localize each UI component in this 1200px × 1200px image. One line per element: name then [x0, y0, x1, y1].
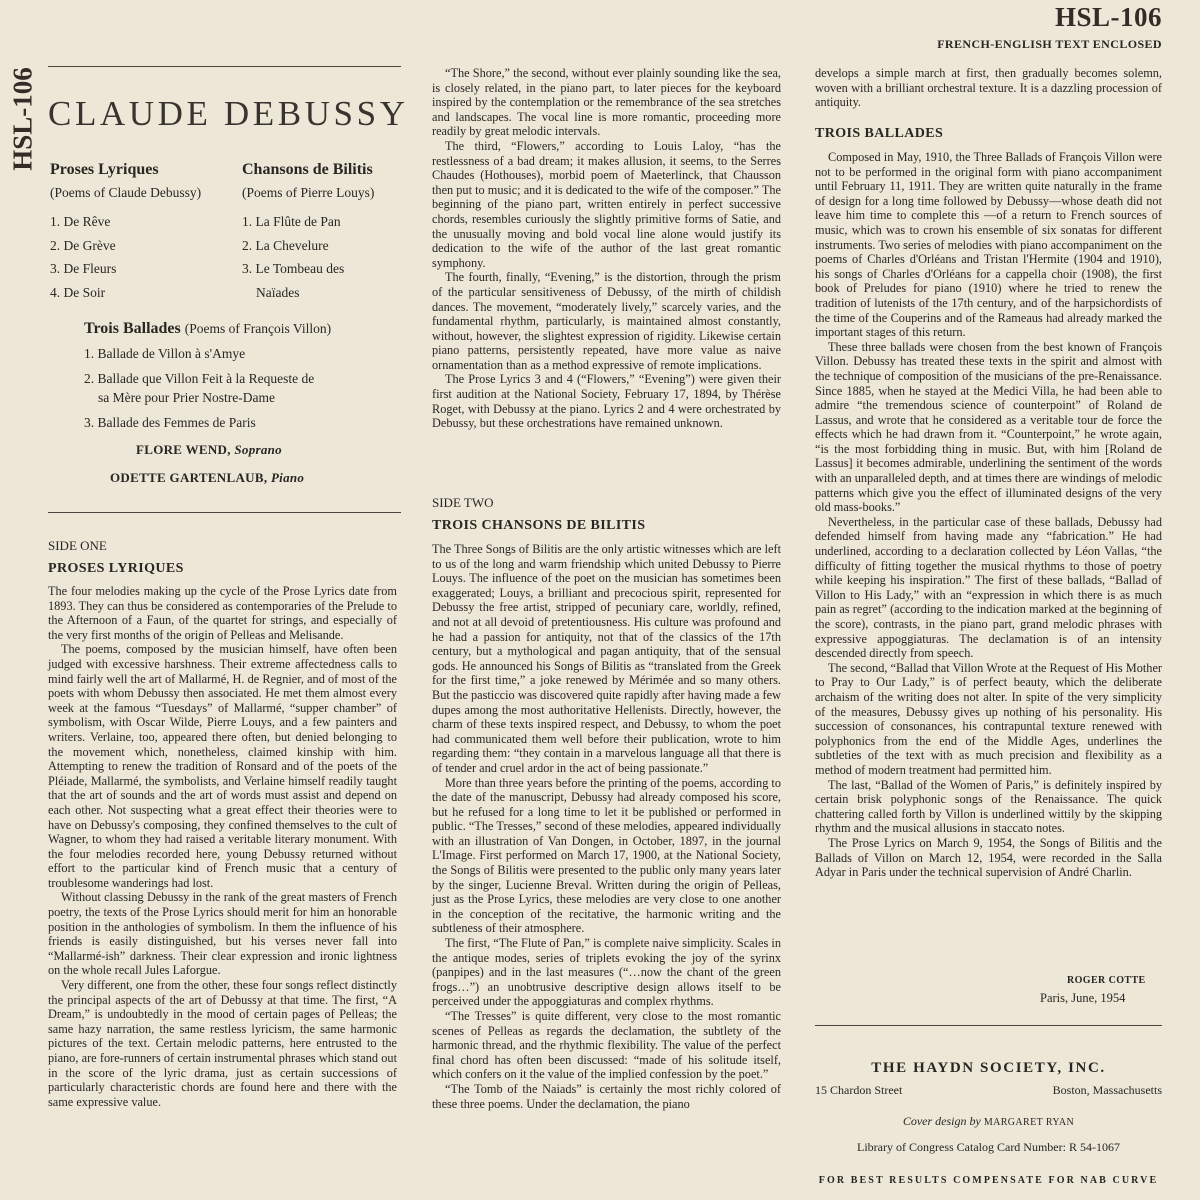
paragraph: The fourth, finally, “Evening,” is the distortion, through the prism of the particular sensitiveness of Debussy, of the mirth of childish dances. The movement, “moderately lively,” scarcely varies, and the fundamental rhythm, particularly, is maintained almost constantly, without, however, the slightest expression of rigidity. Likewise certain piano patterns, persistently repeated, have more value as naive ornamentation than as a method expressive of remote implications.	[432, 270, 781, 372]
spine-code: HSL-106	[7, 67, 38, 171]
top-rule	[48, 66, 401, 67]
song-item: 4. De Soir	[50, 284, 106, 300]
paragraph: The Three Songs of Bilitis are the only artistic witnesses which are left to us of the long and warm friendship which united Debussy to Pierre Louys. The influence of the poet on the musician has sometimes been exaggerated; Louys, a brilliant and precocious spirit, represented for Debussy the free artist, stripped of pecuniary care, worldly, refined, and not at all devoid of pretentiousness. His culture was profound and he had a passion for antiquity, not that of the classics of the 17th century, but a mythological and pagan antiquity, that of the sensual gods. He announced his Songs of Bilitis as “translated from the Greek for the first time,” a joke renewed by Mérimée and so many others. But the pasticcio was discovered quite rapidly after having made a few dupes among the most authoritative Hellenists. Directly, however, the charm of these texts inspired respect, and Debussy, to whom the poet had communicated them well before their publication, wrote to him regarding them: “they contain in a marvelous language all that there is of tender and cruel ardor in the act of being passionate.”	[432, 542, 781, 775]
ballades-subtitle: (Poems of François Villon)	[184, 321, 332, 336]
divider-rule	[48, 512, 401, 513]
paragraph: The last, “Ballad of the Women of Paris,” is definitely inspired by certain brisk polyphonic songs of the Renaissance. The quick chattering called forth by Villon is underlined wittily by the skipping rhythm and the musical allusions in staccato notes.	[815, 777, 1162, 836]
right-column-intro	[815, 66, 1162, 110]
cover-designer: MARGARET RYAN	[983, 1117, 1075, 1128]
nab-curve-note: FOR BEST RESULTS COMPENSATE FOR NAB CURVE	[818, 1175, 1159, 1186]
publisher-address	[815, 1083, 1162, 1098]
ballades-block	[84, 320, 384, 432]
song-item: 1. La Flûte de Pan	[242, 214, 341, 229]
song-item: 3. Le Tombeau des	[242, 261, 345, 276]
text-enclosed-note: FRENCH-ENGLISH TEXT ENCLOSED	[937, 37, 1162, 51]
cycle-proses	[50, 161, 240, 304]
song-item: 2. La Chevelure	[242, 237, 329, 253]
side-two-label: SIDE TWO	[432, 495, 494, 510]
paragraph: The second, “Ballad that Villon Wrote at the Request of His Mother to Pray to Our Lady,” is of perfect beauty, which the deliberate archaism of the writing does not alter. In spite of the very simplicity of the measures, Debussy gives up nothing of his personality. His succession of consonances, his contrapuntal texture renewed with polyphonics from the end of the Middle Ages, underlines the subtleties of the text with as much precision and flexibility as a method of modern treatment had permitted him.	[815, 660, 1162, 777]
publisher-city: Boston, Massachusetts	[1052, 1083, 1162, 1097]
paragraph: The Prose Lyrics 3 and 4 (“Flowers,” “Evening”) were given their first audition at the National Society, February 17, 1894, by Thérèse Roget, with Debussy at the piano. Lyrics 2 and 4 were orchestrated by Debussy, but these orchestrations have remained unknown.	[432, 372, 781, 431]
performer-name: ODETTE GARTENLAUB,	[110, 470, 268, 485]
performer-name: FLORE WEND,	[136, 442, 231, 457]
spine	[6, 64, 40, 174]
cycle-title: Proses Lyriques	[50, 161, 159, 178]
ballade-item: 3. Ballade des Femmes de Paris	[84, 415, 256, 430]
publisher-block	[815, 1060, 1162, 1155]
paragraph: Without classing Debussy in the rank of the great masters of French poetry, the texts of the Prose Lyrics should merit for him an honorable position in the anthologies of symbolism. In them the influence of his friends is easily distinguished, but his verses never fall into “Mallarmé-ish” darkness. Their clear expression and ironic lightness on the whole recall Jules Laforgue.	[48, 890, 397, 978]
paragraph: These three ballads were chosen from the best known of François Villon. Debussy has treated these texts in the spirit and almost with the technique of composition of the musicians of the pre-Renaissance. Since 1885, when he stayed at the Medici Villa, he had been able to admire “the tremendous science of counterpoint” of Roland de Lassus, and wrote that he considered as a veritable tour de force the effects which he had drawn from it. “Counterpoint,” he wrote again, “is the most forbidding thing in music. But, with him [Roland de Lassus] it becomes admirable, underlining the sentiment of the words with an unparalleled depth, and at times there are windings of melodic patterns which give you the effect of illuminated designs of the very old mass-books.”	[815, 339, 1162, 515]
song-item: 1. De Rêve	[50, 214, 111, 229]
paragraph: “The Tresses” is quite different, very close to the most romantic scenes of Pelleas as regards the declamation, the subtlety of the harmonic thread, and the rhythmic flexibility. The value of the perfect final chord has often been discussed: “made of his solitude itself, which confers on it the value of the implied confession by the poet.”	[432, 1009, 781, 1082]
catalog-number: HSL-106	[1054, 2, 1162, 32]
ballade-item: 2. Ballade que Villon Feit à la Requeste de	[84, 371, 315, 386]
performer-role: Piano	[270, 470, 305, 485]
ballades-heading	[84, 320, 384, 338]
middle-column-text	[432, 66, 781, 431]
catalog-card-number: Library of Congress Catalog Card Number: R 54-1067	[857, 1140, 1120, 1154]
side-one-text	[48, 584, 397, 1109]
paragraph: develops a simple march at first, then gradually becomes solemn, woven with a brilliant orchestral texture. It is a dazzling procession of antiquity.	[815, 66, 1162, 110]
ballades-list	[84, 344, 384, 432]
song-item: 3. De Fleurs	[50, 261, 117, 276]
ballades-title: Trois Ballades	[84, 320, 181, 337]
paragraph: The third, “Flowers,” according to Louis Laloy, “has the restlessness of a bad dream; it makes allusion, it seems, to the Serres Chaudes (Hothouses), morbid poem of Maeterlinck, that Chausson then put to music; and it is dedicated to the wife of the composer.” The beginning of the piano part, written entirely in perfect successive chords, resembles curiously the slightly primitive forms of Satie, and the unusually moving and bold vocal line alone would justify its dedication to the wife of the author of the last great romantic symphony.	[432, 138, 781, 270]
cycle-bilitis	[242, 161, 407, 304]
publisher-street: 15 Chardon Street	[815, 1083, 903, 1097]
place-date: Paris, June, 1954	[1040, 991, 1126, 1005]
side-one-label: SIDE ONE	[48, 538, 107, 553]
author-signature: ROGER COTTE	[1067, 975, 1146, 986]
paragraph: Very different, one from the other, these four songs reflect distinctly the principal aspects of the art of Debussy at that time. The first, “A Dream,” is undoubtedly in the mood of certain pages of Pelleas; the same hazy narration, the same restless lyricism, the same harmonic pictures of the text. Certain melodic patterns, here entrusted to the piano, are fore-runners of certain instrumental phrases which stand out in the score of the lyric drama, just as certain successions of particularly characteristic chords are found here and there with the same expressive value.	[48, 978, 397, 1109]
paragraph: The four melodies making up the cycle of the Prose Lyrics date from 1893. They can thus be considered as contemporaries of the Prelude to the Afternoon of a Faun, of the quartet for strings, and especially of the very first months of the origin of Pelleas and Melisande.	[48, 584, 397, 642]
paragraph: The first, “The Flute of Pan,” is complete naive simplicity. Scales in the antique modes, series of triplets evoking the joy of the syrinx (panpipes) and in the last measures (“…now the chant of the green frogs…”) an unobtrusive descriptive design allows itself to be perceived under the appoggiaturas and complex rhythms.	[432, 936, 781, 1009]
song-item: 2. De Grève	[50, 237, 116, 253]
cycle-subtitle: (Poems of Pierre Louys)	[242, 185, 375, 200]
song-list	[242, 210, 407, 304]
publisher-name: THE HAYDN SOCIETY, INC.	[871, 1060, 1106, 1076]
composer-title: CLAUDE DEBUSSY	[48, 94, 409, 133]
cycle-title: Chansons de Bilitis	[242, 161, 373, 178]
paragraph: Composed in May, 1910, the Three Ballads of François Villon were not to be performed in the original form with piano accompaniment until February 11, 1911. They are written quite naturally in the frame of design for a long time followed by Debussy—whose death did not leave him time to complete this —of a return to French sources of music, which was to crown his ensemble of six sonatas for different instruments. Two series of melodies with piano accompaniment on the poems of Charles d'Orléans and Tristan l'Hermite (1904 and 1910), his songs of Charles d'Orléans for a cappella choir (1908), the first book of Preludes for piano (1910) where he tried to renew the tradition of lutenists of the 17th century, and of the harpsichordists of the time of the Couperins and of the Rameaus had already marked the important stages of this return.	[815, 150, 1162, 340]
performer-piano	[110, 470, 304, 486]
ballade-item: 1. Ballade de Villon à s'Amye	[84, 346, 246, 361]
trois-ballades-heading: TROIS BALLADES	[815, 126, 944, 141]
ballade-item: sa Mère pour Prier Nostre-Dame	[98, 390, 275, 405]
song-item: Naïades	[256, 284, 300, 300]
side-two-heading: TROIS CHANSONS DE BILITIS	[432, 518, 646, 533]
song-list	[50, 210, 240, 304]
performer-role: Soprano	[234, 442, 282, 457]
paragraph: The Prose Lyrics on March 9, 1954, the Songs of Bilitis and the Ballads of Villon on March 12, 1954, were recorded in the Salla Adyar in Paris under the technical supervision of André Charlin.	[815, 835, 1162, 880]
paragraph: Nevertheless, in the particular case of these ballads, Debussy had defended himself from having made any “fabrication.” He had underlined, according to a declaration collected by Léon Vallas, “the difficulty of fitting together the musical rhythms to those of poetry while keeping his inspiration.” The first of these ballads, “Ballad of Villon to His Lady,” with an “expression in which there is as much pain as regret” (according to the indication marked at the beginning of the score), contrasts, in the piano part, grand melodic phrases with expressive appoggiaturas. The declamation is of an intensity descended directly from speech.	[815, 514, 1162, 661]
right-column-text	[815, 150, 1162, 880]
cycle-subtitle: (Poems of Claude Debussy)	[50, 185, 202, 200]
performer-soprano	[136, 442, 282, 458]
cover-design-credit	[815, 1114, 1162, 1129]
footer-rule	[815, 1025, 1162, 1026]
side-one-heading: PROSES LYRIQUES	[48, 561, 184, 576]
side-two-text	[432, 542, 781, 1111]
paragraph: “The Tomb of the Naiads” is certainly the most richly colored of these three poems. Under the declamation, the piano	[432, 1081, 781, 1111]
cover-design-prefix: Cover design by	[902, 1114, 981, 1128]
paragraph: The poems, composed by the musician himself, have often been judged with excessive harshness. Their extreme affectedness calls to mind fairly well the art of Mallarmé, H. de Regnier, and of most of the poets with whom Debussy then associated. He met them almost every week at the famous “Tuesdays” of Mallarmé, “supper chamber” of symbolism, with Oscar Wilde, Pierre Louys, and a few painters and writers. Verlaine, too, appeared there often, but denied belonging to the movement which, nonetheless, claimed kinship with him. Attempting to renew the tradition of Ronsard and of the poets of the Pléiade, Mallarmé, the symbolists, and Verlaine himself readily taught that the art of sounds and the art of words must assist and depend on each other. Not suspecting what a great effect their theories were to have on Debussy's composing, they confined themselves to the cult of Wagner, to whom they had raised a veritable literary monument. With the four melodies recorded here, young Debussy returned without effort to the particular kind of French music that a century of troublesome wanderings had lost.	[48, 642, 397, 890]
paragraph: “The Shore,” the second, without ever plainly sounding like the sea, is closely related, in the piano part, to later pieces for the keyboard inspired by the contemplation or the remembrance of the sea stretches and landscapes. The vocal line is more romantic, proceeding more readily by great melodic intervals.	[432, 66, 781, 139]
paragraph: More than three years before the printing of the poems, according to the date of the manuscript, Debussy had already composed his score, but he refused for a long time to let it be published or performed in public. “The Tresses,” second of these melodies, appeared individually with an illustration of Van Dongen, in October, 1897, in the journal L'Image. First performed on March 17, 1900, at the National Society, the Songs of Bilitis were presented to the public only many years later by the singer, Lucienne Breval. Written during the origin of Pelleas, just as the Prose Lyrics, these melodies are very close to one another in the conception of the recitative, the harmonic writing and the subtleness of their atmosphere.	[432, 775, 781, 936]
